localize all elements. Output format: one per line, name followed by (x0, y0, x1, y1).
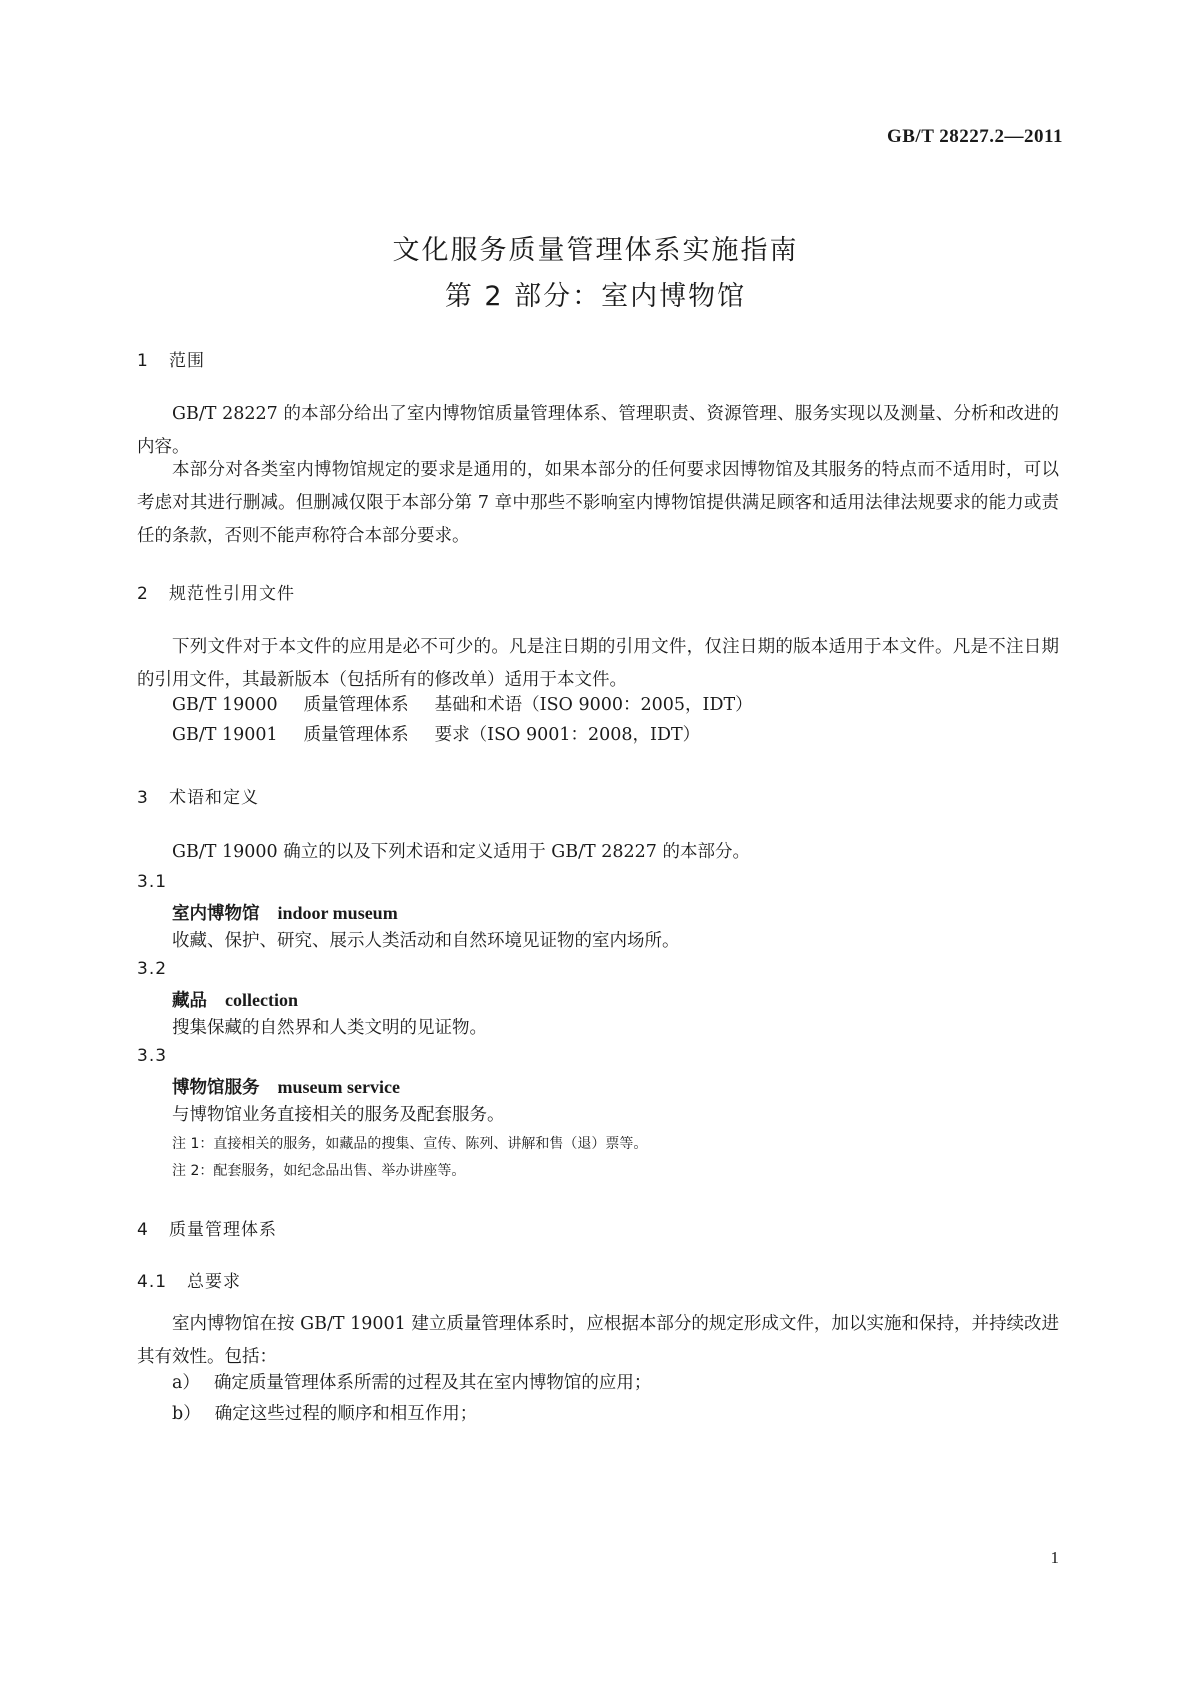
reference-desc: 要求（ISO 9001：2008，IDT） (434, 725, 701, 745)
section-title: 规范性引用文件 (169, 584, 295, 604)
note-label: 注 2： (172, 1163, 214, 1179)
term-zh: 室内博物馆 (172, 904, 260, 924)
list-text: 确定这些过程的顺序和相互作用； (214, 1404, 478, 1424)
list-item (172, 1402, 477, 1426)
section-number: 1 (137, 351, 149, 371)
term-number: 3.1 (137, 872, 168, 892)
list-text: 确定质量管理体系所需的过程及其在室内博物馆的应用； (213, 1373, 652, 1393)
section-title: 范围 (169, 351, 205, 371)
subsection-title: 总要求 (187, 1272, 241, 1292)
section-number: 3 (137, 788, 149, 808)
section-title: 术语和定义 (169, 788, 259, 808)
note-text: 直接相关的服务，如藏品的搜集、宣传、陈列、讲解和售（退）票等。 (213, 1136, 648, 1152)
section-number: 2 (137, 584, 149, 604)
reference-name: 质量管理体系 (303, 695, 409, 715)
term-note (172, 1133, 647, 1153)
standard-code: GB/T 28227.2—2011 (886, 126, 1063, 147)
section-3-paragraph-1: GB/T 19000 确立的以及下列术语和定义适用于 GB/T 28227 的本部分。 (172, 842, 750, 862)
page-number: 1 (1050, 1548, 1059, 1567)
reference-item (172, 693, 753, 717)
reference-item (172, 723, 700, 747)
term-en: museum service (277, 1077, 400, 1097)
subsection-number: 4.1 (137, 1272, 168, 1292)
term-number: 3.2 (137, 959, 168, 979)
term-definition: 搜集保藏的自然界和人类文明的见证物。 (172, 1018, 487, 1038)
term-en: indoor museum (277, 903, 398, 923)
term-number: 3.3 (137, 1046, 168, 1066)
list-item (172, 1371, 651, 1395)
term-heading (172, 1074, 400, 1099)
term-heading (172, 987, 298, 1012)
section-title: 质量管理体系 (169, 1220, 277, 1240)
section-4-heading (137, 1215, 277, 1240)
document-title: 文化服务质量管理体系实施指南 (392, 235, 799, 266)
reference-name: 质量管理体系 (303, 725, 409, 745)
term-en: collection (225, 990, 298, 1010)
term-zh: 博物馆服务 (172, 1078, 260, 1098)
list-marker: a） (172, 1373, 200, 1393)
term-heading (172, 900, 398, 925)
reference-code: GB/T 19000 (172, 695, 278, 715)
document-subtitle: 第 2 部分：室内博物馆 (444, 281, 747, 312)
term-definition: 收藏、保护、研究、展示人类活动和自然环境见证物的室内场所。 (172, 931, 680, 951)
reference-code: GB/T 19001 (172, 725, 278, 745)
section-1-paragraph-1: GB/T 28227 的本部分给出了室内博物馆质量管理体系、管理职责、资源管理、服务实现以及测量、分析和改进的内容。 (137, 404, 1059, 457)
note-label: 注 1： (172, 1136, 214, 1152)
subsection-4-1-paragraph: 室内博物馆在按 GB/T 19001 建立质量管理体系时，应根据本部分的规定形成文件，加以实施和保持，并持续改进其有效性。包括： (137, 1314, 1059, 1367)
note-text: 配套服务，如纪念品出售、举办讲座等。 (213, 1163, 466, 1179)
section-2-paragraph-1: 下列文件对于本文件的应用是必不可少的。凡是注日期的引用文件，仅注日期的版本适用于本文件。凡是不注日期的引用文件，其最新版本（包括所有的修改单）适用于本文件。 (137, 637, 1059, 690)
section-1-heading (137, 346, 205, 371)
reference-desc: 基础和术语（ISO 9000：2005，IDT） (434, 695, 753, 715)
section-1-paragraph-2: 本部分对各类室内博物馆规定的要求是通用的，如果本部分的任何要求因博物馆及其服务的特点而不适用时，可以考虑对其进行删减。但删减仅限于本部分第 7 章中那些不影响室内博物馆提供满足顾客和适用法律法规要求的能力或责任的条款，否则不能声称符合本部分要求。 (137, 460, 1059, 546)
list-marker: b） (172, 1404, 201, 1424)
section-3-heading (137, 783, 259, 808)
term-zh: 藏品 (172, 991, 207, 1011)
subsection-4-1-heading (137, 1267, 241, 1292)
section-2-heading (137, 579, 295, 604)
term-note (172, 1160, 465, 1180)
term-definition: 与博物馆业务直接相关的服务及配套服务。 (172, 1105, 505, 1125)
section-number: 4 (137, 1220, 149, 1240)
